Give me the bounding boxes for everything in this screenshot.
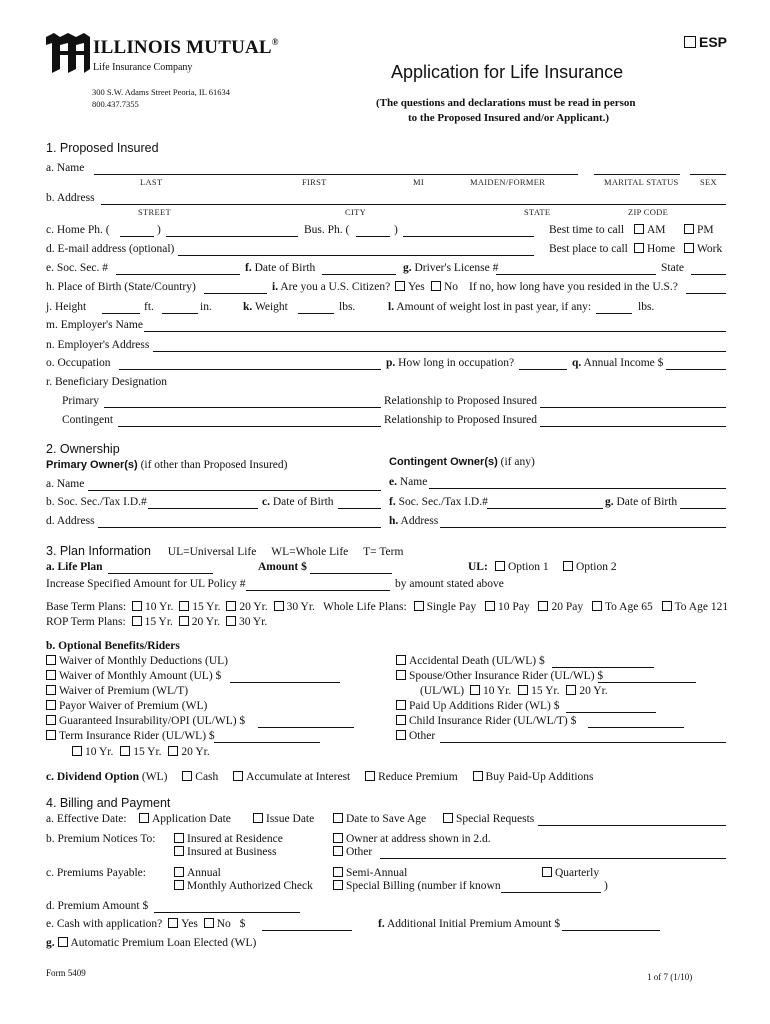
sp-15-checkbox[interactable]: [518, 685, 528, 695]
employer-name-field[interactable]: [144, 331, 726, 332]
premium-notices-label: b. Premium Notices To:: [46, 833, 156, 845]
contingent-address-label: h. Address: [389, 515, 439, 527]
special-requests-field[interactable]: [538, 825, 726, 826]
dividend-buy-checkbox[interactable]: [473, 771, 483, 781]
rop-15-checkbox[interactable]: [132, 616, 142, 626]
dl-state-field[interactable]: [691, 274, 726, 275]
term-20-checkbox[interactable]: [226, 601, 236, 611]
single-pay-checkbox[interactable]: [414, 601, 424, 611]
best-place-label: Best place to call: [549, 243, 628, 255]
section-2-title: 2. Ownership: [46, 442, 120, 456]
rider-paid-up-additions[interactable]: Paid Up Additions Rider (WL) $: [396, 700, 559, 712]
section-3-title: 3. Plan Information: [46, 544, 151, 558]
term-30-checkbox[interactable]: [274, 601, 284, 611]
ssn-field[interactable]: [116, 274, 240, 275]
primary-relationship-label: Relationship to Proposed Insured: [384, 395, 537, 407]
occupation-duration-label: p. How long in occupation?: [386, 357, 515, 369]
caption-street: STREET: [138, 207, 171, 217]
notice-business-option[interactable]: Insured at Business: [174, 846, 276, 858]
contingent-relationship-field[interactable]: [540, 426, 726, 427]
rider-term-insurance-field[interactable]: [214, 742, 320, 743]
dividend-option-row: c. Dividend Option (WL) Cash Accumulate at Interest Reduce Premium Buy Paid-Up Additions: [46, 771, 594, 783]
ul-option-2[interactable]: Option 2: [563, 561, 617, 573]
premiums-payable-label: c. Premiums Payable:: [46, 867, 146, 879]
rider-other[interactable]: Other: [396, 730, 435, 742]
additional-premium-label: f. Additional Initial Premium Amount $: [378, 918, 561, 930]
rider-guaranteed-insurability[interactable]: Guaranteed Insurability/OPI (UL/WL) $: [46, 715, 245, 727]
app-date-option[interactable]: Application Date: [139, 813, 231, 825]
email-field[interactable]: [178, 255, 534, 256]
contingent-dob-field[interactable]: [680, 508, 726, 509]
drivers-license-label: g. Driver's License #: [403, 262, 499, 274]
employer-address-field[interactable]: [153, 351, 726, 352]
weight-label: k. Weight: [243, 301, 288, 313]
company-address: 300 S.W. Adams Street Peoria, IL 61634: [92, 87, 230, 97]
section-4-title: 4. Billing and Payment: [46, 796, 171, 810]
employer-address-label: n. Employer's Address: [46, 339, 150, 351]
page-number: 1 of 7 (1/10): [647, 972, 693, 982]
email-label: d. E-mail address (optional): [46, 243, 175, 255]
employer-name-label: m. Employer's Name: [46, 319, 143, 331]
caption-last: LAST: [140, 177, 163, 187]
semi-annual-option[interactable]: Semi-Annual: [333, 867, 407, 879]
page-title: Application for Life Insurance: [391, 62, 624, 82]
weight-lost-field[interactable]: [596, 313, 632, 314]
birthplace-field[interactable]: [204, 293, 267, 294]
rider-guaranteed-insurability-field[interactable]: [258, 727, 354, 728]
bus-phone-label: Bus. Ph. (: [304, 224, 350, 236]
weight-lost-label: l. Amount of weight lost in past year, if any:: [388, 301, 592, 313]
dividend-reduce-checkbox[interactable]: [365, 771, 375, 781]
caption-city: CITY: [345, 207, 367, 217]
esp-option[interactable]: [684, 34, 727, 50]
owner-taxid-field[interactable]: [148, 508, 258, 509]
home-option[interactable]: Home: [634, 243, 675, 255]
contingent-beneficiary-field[interactable]: [118, 426, 381, 427]
citizen-no[interactable]: No: [431, 281, 458, 293]
notice-residence-option[interactable]: Insured at Residence: [174, 833, 283, 845]
contingent-taxid-field[interactable]: [487, 508, 603, 509]
caption-sex: SEX: [700, 177, 717, 187]
citizen-yes[interactable]: Yes: [395, 281, 425, 293]
in-unit: in.: [200, 301, 212, 313]
auto-premium-loan-row[interactable]: g. Automatic Premium Loan Elected (WL): [46, 937, 257, 949]
name-label: a. Name: [46, 162, 85, 174]
primary-beneficiary-field[interactable]: [104, 407, 381, 408]
special-billing-field[interactable]: [501, 892, 601, 893]
quarterly-option[interactable]: Quarterly: [542, 867, 599, 879]
whole-life-row: Whole Life Plans: Single Pay 10 Pay 20 Pay To Age 65 To Age 121: [323, 601, 729, 613]
premium-amount-label: d. Premium Amount $: [46, 900, 149, 912]
company-phone: 800.437.7355: [92, 99, 139, 109]
sp-10-checkbox[interactable]: [470, 685, 480, 695]
term-10-checkbox[interactable]: [132, 601, 142, 611]
rider-spouse-other[interactable]: Spouse/Other Insurance Rider (UL/WL) $: [396, 670, 603, 682]
lbs-unit: lbs.: [638, 301, 655, 313]
height-in-field[interactable]: [162, 313, 198, 314]
rider-waiver-amount[interactable]: Waiver of Monthly Amount (UL) $: [46, 670, 221, 682]
cash-with-app-row: e. Cash with application? Yes No $: [46, 918, 246, 930]
rider-accidental-death[interactable]: Accidental Death (UL/WL) $: [396, 655, 545, 667]
home-phone-label: c. Home Ph. (: [46, 224, 110, 236]
birthplace-label: h. Place of Birth (State/Country): [46, 281, 196, 293]
owner-taxid-label: b. Soc. Sec./Tax I.D.#: [46, 496, 147, 508]
ul-option-1[interactable]: Option 1: [495, 561, 549, 573]
rop-term-row: ROP Term Plans: 15 Yr. 20 Yr. 30 Yr.: [46, 616, 268, 628]
bus-phone-field[interactable]: [403, 236, 534, 237]
company-name: ILLINOIS MUTUAL: [93, 37, 272, 58]
age-121-checkbox[interactable]: [662, 601, 672, 611]
tir-15-checkbox[interactable]: [120, 746, 130, 756]
increase-policy-field[interactable]: [246, 590, 390, 591]
issue-date-option[interactable]: Issue Date: [253, 813, 314, 825]
dl-state-label: State: [661, 262, 684, 274]
instructions-line-2: to the Proposed Insured and/or Applicant.): [408, 112, 610, 124]
occupation-duration-field[interactable]: [519, 369, 567, 370]
form-number: Form 5409: [46, 968, 86, 978]
notice-other-option[interactable]: Other: [333, 846, 372, 858]
lbs-unit: lbs.: [339, 301, 356, 313]
best-time-label: Best time to call: [549, 224, 625, 236]
annual-option[interactable]: Annual: [174, 867, 221, 879]
home-phone-area[interactable]: [120, 236, 154, 237]
height-ft-field[interactable]: [102, 313, 140, 314]
instructions-line-1: (The questions and declarations must be read in person: [376, 97, 636, 109]
amount-label: Amount $: [258, 561, 307, 573]
rop-30-checkbox[interactable]: [226, 616, 236, 626]
caption-state: STATE: [524, 207, 551, 217]
life-plan-label: a. Life Plan: [46, 561, 103, 573]
section-1-title: 1. Proposed Insured: [46, 141, 159, 155]
special-billing-option[interactable]: Special Billing (number if known: [333, 880, 501, 892]
contingent-address-field[interactable]: [440, 527, 726, 528]
base-term-row: Base Term Plans: 10 Yr. 15 Yr. 20 Yr. 30 Yr.: [46, 601, 315, 613]
rop-20-checkbox[interactable]: [179, 616, 189, 626]
save-age-option[interactable]: Date to Save Age: [333, 813, 426, 825]
address-label: b. Address: [46, 192, 95, 204]
tir-20-checkbox[interactable]: [168, 746, 178, 756]
paren: ): [604, 880, 608, 892]
additional-premium-field[interactable]: [562, 930, 660, 931]
esp-label: ESP: [699, 34, 728, 50]
pm-option[interactable]: PM: [684, 224, 714, 236]
primary-owner-heading: Primary Owner(s) (if other than Proposed Insured): [46, 459, 288, 471]
tir-10-checkbox[interactable]: [72, 746, 82, 756]
contingent-owner-heading: Contingent Owner(s) (if any): [389, 456, 535, 468]
esp-checkbox[interactable]: [684, 36, 696, 48]
primary-beneficiary-label: Primary: [62, 395, 100, 407]
notice-owner-option[interactable]: Owner at address shown in 2.d.: [333, 833, 491, 845]
rider-child-insurance[interactable]: Child Insurance Rider (UL/WL/T) $: [396, 715, 576, 727]
contingent-name-label: e. Name: [389, 476, 428, 488]
dob-label: f. Date of Birth: [245, 262, 316, 274]
contingent-relationship-label: Relationship to Proposed Insured: [384, 414, 537, 426]
owner-name-label: a. Name: [46, 478, 85, 490]
annual-income-label: q. Annual Income $: [572, 357, 664, 369]
sp-20-checkbox[interactable]: [566, 685, 576, 695]
rider-accidental-death-field[interactable]: [552, 667, 654, 668]
rider-waiver-amount-field[interactable]: [230, 682, 340, 683]
rider-spouse-other-field[interactable]: [598, 682, 696, 683]
rider-payor-waiver[interactable]: Payor Waiver of Premium (WL): [46, 700, 207, 712]
age-65-checkbox[interactable]: [592, 601, 602, 611]
optional-riders-heading: b. Optional Benefits/Riders: [46, 640, 180, 652]
beneficiary-label: r. Beneficiary Designation: [46, 376, 168, 388]
owner-name-field[interactable]: [88, 490, 381, 491]
auto-premium-loan-checkbox: [58, 937, 68, 947]
rider-term-insurance[interactable]: Term Insurance Rider (UL/WL) $: [46, 730, 215, 742]
registered-mark: ®: [271, 37, 279, 47]
paren: ): [394, 224, 398, 236]
spouse-rider-years: (UL/WL) 10 Yr. 15 Yr. 20 Yr.: [420, 685, 608, 697]
rider-waiver-deductions[interactable]: Waiver of Monthly Deductions (UL): [46, 655, 228, 667]
sex-field[interactable]: [690, 174, 726, 175]
cash-amount-field[interactable]: [262, 930, 352, 931]
marital-status-field[interactable]: [594, 174, 680, 175]
citizen-label: i. Are you a U.S. Citizen?: [272, 281, 391, 293]
occupation-label: o. Occupation: [46, 357, 111, 369]
caption-maiden: MAIDEN/FORMER: [470, 177, 546, 187]
owner-dob-field[interactable]: [338, 508, 381, 509]
pay-10-checkbox[interactable]: [485, 601, 495, 611]
cash-yes-checkbox[interactable]: [168, 918, 178, 928]
address-field[interactable]: [101, 204, 726, 205]
contingent-beneficiary-label: Contingent: [62, 414, 114, 426]
primary-relationship-field[interactable]: [540, 407, 726, 408]
company-subtitle: Life Insurance Company: [93, 62, 193, 73]
owner-address-label: d. Address: [46, 515, 95, 527]
caption-mi: MI: [413, 177, 424, 187]
occupation-field[interactable]: [119, 369, 381, 370]
work-option[interactable]: Work: [684, 243, 722, 255]
section-3-heading: 3. Plan Information UL=Universal Life WL=Whole Life T= Term: [46, 544, 404, 558]
premium-amount-field[interactable]: [154, 912, 300, 913]
owner-dob-label: c. Date of Birth: [262, 496, 334, 508]
rider-other-field[interactable]: [440, 742, 726, 743]
rider-child-insurance-field[interactable]: [588, 727, 684, 728]
increase-amount-label: Increase Specified Amount for UL Policy #: [46, 578, 246, 590]
term-rider-years: 10 Yr. 15 Yr. 20 Yr.: [72, 746, 210, 758]
cash-no-checkbox[interactable]: [204, 918, 214, 928]
weight-field[interactable]: [298, 313, 334, 314]
caption-zip: ZIP CODE: [628, 207, 669, 217]
term-15-checkbox[interactable]: [179, 601, 189, 611]
effective-date-label: a. Effective Date:: [46, 813, 127, 825]
resided-field[interactable]: [686, 293, 726, 294]
paren: ): [157, 224, 161, 236]
company-logo: [46, 33, 90, 76]
am-option[interactable]: AM: [634, 224, 666, 236]
bus-phone-area[interactable]: [356, 236, 390, 237]
contingent-dob-label: g. Date of Birth: [605, 496, 678, 508]
ul-option-label: UL:: [468, 561, 488, 573]
special-requests-option[interactable]: Special Requests: [443, 813, 534, 825]
ft-unit: ft.: [144, 301, 154, 313]
rider-waiver-premium[interactable]: Waiver of Premium (WL/T): [46, 685, 188, 697]
caption-marital: MARITAL STATUS: [604, 177, 679, 187]
ssn-label: e. Soc. Sec. #: [46, 262, 108, 274]
dividend-cash-checkbox[interactable]: [182, 771, 192, 781]
dob-field[interactable]: [322, 274, 396, 275]
notice-other-field[interactable]: [380, 858, 726, 859]
drivers-license-field[interactable]: [496, 274, 656, 275]
name-field[interactable]: [94, 174, 578, 175]
monthly-option[interactable]: Monthly Authorized Check: [174, 880, 313, 892]
resided-label: If no, how long have you resided in the U.S.?: [469, 281, 678, 293]
contingent-name-field[interactable]: [429, 488, 726, 489]
rider-paid-up-additions-field[interactable]: [566, 712, 656, 713]
home-phone-field[interactable]: [166, 236, 298, 237]
owner-address-field[interactable]: [98, 527, 381, 528]
height-label: j. Height: [46, 301, 87, 313]
contingent-taxid-label: f. Soc. Sec./Tax I.D.#: [389, 496, 488, 508]
by-amount-label: by amount stated above: [395, 578, 504, 590]
life-plan-field[interactable]: [108, 573, 213, 574]
caption-first: FIRST: [302, 177, 327, 187]
amount-field[interactable]: [310, 573, 392, 574]
dividend-accumulate-checkbox[interactable]: [233, 771, 243, 781]
pay-20-checkbox[interactable]: [538, 601, 548, 611]
logo-mark-icon: [46, 33, 90, 73]
annual-income-field[interactable]: [666, 369, 726, 370]
